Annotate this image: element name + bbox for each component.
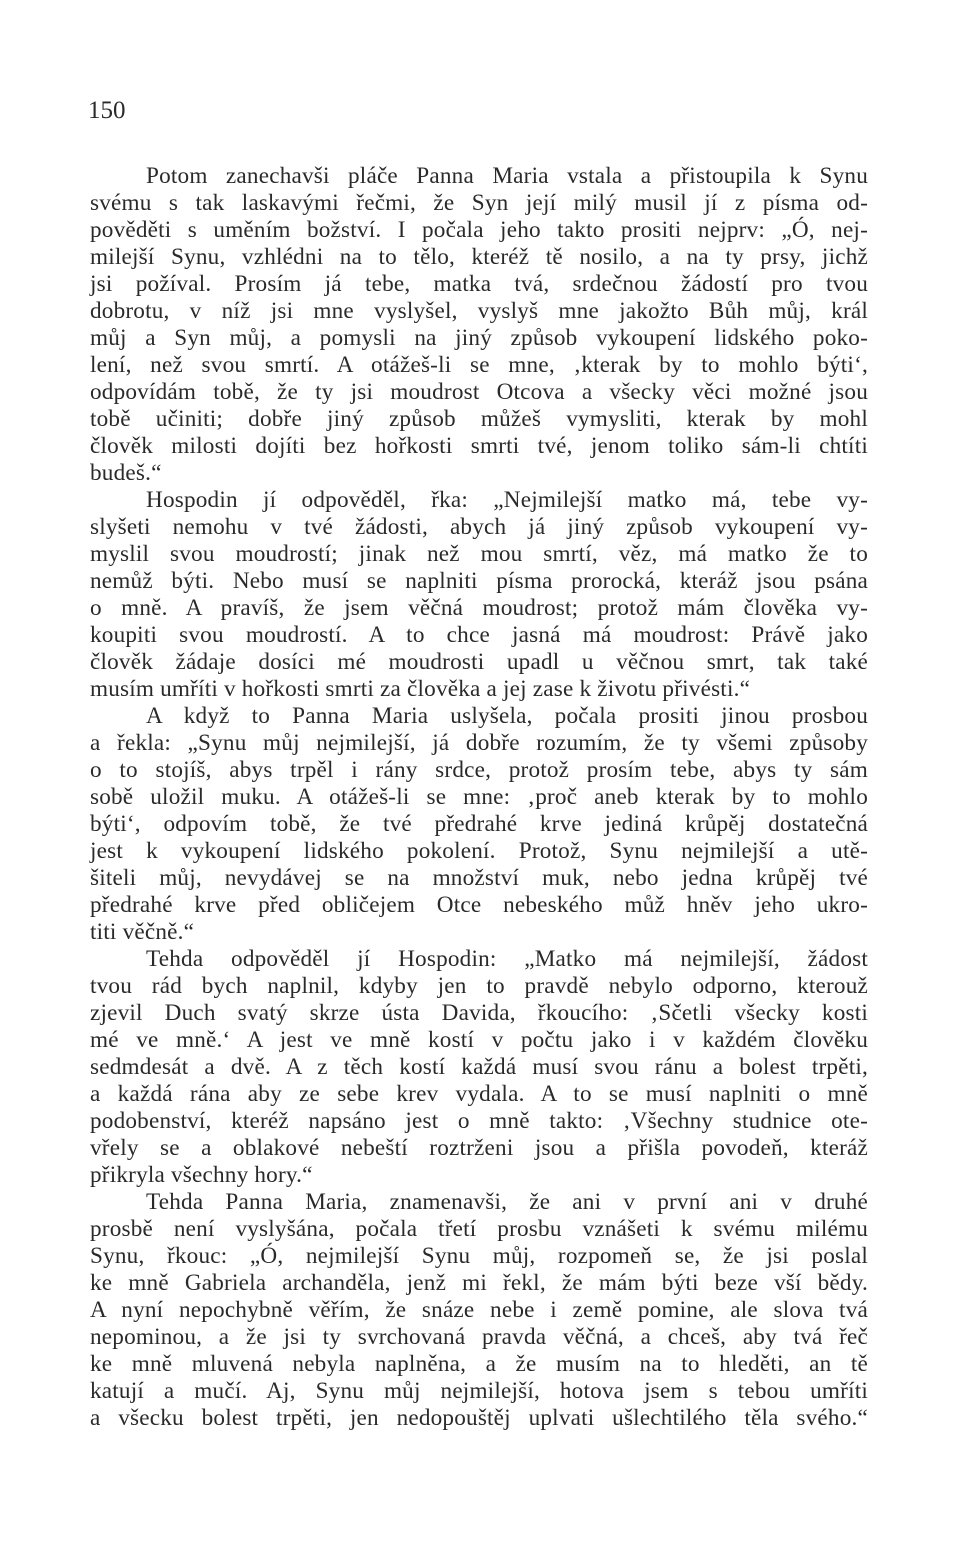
text-line: milejší Synu, vzhlédni na to tělo, kteréž tě nosilo, a na ty prsy, jichž: [90, 244, 868, 270]
text-line: lení, než svou smrtí. A otážeš-li se mne, ‚kterak by to mohlo býti‘,: [90, 352, 868, 378]
text-line: býti‘, odpovím tobě, že tvé předrahé krve jediná krůpěj dostatečná: [90, 811, 868, 837]
text-line: Hospodin jí odpověděl, řka: „Nejmilejší matko má, tebe vy-: [146, 487, 868, 513]
text-line: titi věčně.“: [90, 919, 195, 945]
text-line: vřely se a oblakové nebeští roztrženi jsou a přišla povodeň, kteráž: [90, 1135, 868, 1161]
text-line: Synu, řkouc: „Ó, nejmilejší Synu můj, rozpomeň se, že jsi poslal: [90, 1243, 868, 1269]
text-line: koupiti svou moudrostí. A to chce jasná má moudrost: Právě jako: [90, 622, 868, 648]
text-line: mé ve mně.‘ A jest ve mně kostí v počtu jako i v každém člověku: [90, 1027, 868, 1053]
text-line: můj a Syn můj, a pomysli na jiný způsob vykoupení lidského poko-: [90, 325, 868, 351]
text-line: přikryla všechny hory.“: [90, 1162, 313, 1188]
text-line: šiteli můj, nevydávej se na množství muk, nebo jedna krůpěj tvé: [90, 865, 868, 891]
text-line: myslil svou moudrostí; jinak než mou smrtí, věz, má matko že to: [90, 541, 868, 567]
text-line: sedmdesát a dvě. A z těch kostí každá musí svou ránu a bolest trpěti,: [90, 1054, 868, 1080]
text-line: Tehda odpověděl jí Hospodin: „Matko má nejmilejší, žádost: [146, 946, 868, 972]
text-line: o to stojíš, abys trpěl i rány srdce, protož prosím tebe, abys ty sám: [90, 757, 868, 783]
text-line: jsi požíval. Prosím já tebe, matka tvá, srdečnou žádostí pro tvou: [90, 271, 868, 297]
text-line: a řekla: „Synu můj nejmilejší, já dobře rozumím, že ty všemi způsoby: [90, 730, 868, 756]
text-line: budeš.“: [90, 460, 162, 486]
text-line: a každá rána aby ze sebe krev vydala. A to se musí naplniti o mně: [90, 1081, 868, 1107]
text-line: zjevil Duch svatý skrze ústa Davida, řkoucího: ‚Sčetli všecky kosti: [90, 1000, 868, 1026]
text-line: podobenství, kteréž napsáno jest o mně takto: ‚Všechny studnice ote-: [90, 1108, 868, 1134]
page-number: 150: [88, 97, 126, 124]
text-line: A když to Panna Maria uslyšela, počala prositi jinou prosbou: [146, 703, 868, 729]
text-line: a všecku bolest trpěti, jen nedopouštěj uplvati ušlechtilého těla svého.“: [90, 1405, 868, 1431]
text-line: o mně. A pravíš, že jsem věčná moudrost; protož mám člověka vy-: [90, 595, 868, 621]
text-line: prosbě není vyslyšána, počala třetí prosbu vznášeti k svému milému: [90, 1216, 868, 1242]
text-line: Tehda Panna Maria, znamenavši, že ani v první ani v druhé: [146, 1189, 868, 1215]
text-line: dobrotu, v níž jsi mne vyslyšel, vyslyš mne jakožto Bůh můj, král: [90, 298, 868, 324]
text-line: tobě učiniti; dobře jiný způsob můžeš vymysliti, kterak by mohl: [90, 406, 868, 432]
body-text: [90, 163, 868, 1432]
text-line: slyšeti nemohu v tvé žádosti, abych já jiný způsob vykoupení vy-: [90, 514, 868, 540]
text-line: nemůž býti. Nebo musí se naplniti písma prorocká, kteráž jsou psána: [90, 568, 868, 594]
text-line: musím umříti v hořkosti smrti za člověka a jej zase k životu přivésti.“: [90, 676, 751, 702]
text-line: předrahé krve před obličejem Otce nebeského můž hněv jeho ukro-: [90, 892, 868, 918]
text-line: pověděti s uměním božství. I počala jeho takto prositi nejprv: „Ó, nej-: [90, 217, 868, 243]
text-line: katují a mučí. Aj, Synu můj nejmilejší, hotova jsem s tebou umříti: [90, 1378, 868, 1404]
text-line: A nyní nepochybně věřím, že snáze nebe i země pomine, ale slova tvá: [90, 1297, 868, 1323]
text-line: tvou rád bych naplnil, kdyby jen to pravdě nebylo odporno, kterouž: [90, 973, 868, 999]
text-line: člověk milosti dojíti bez hořkosti smrti tvé, jenom toliko sám-li chtíti: [90, 433, 868, 459]
text-line: odpovídám tobě, že ty jsi moudrost Otcova a všecky věci možné jsou: [90, 379, 868, 405]
text-line: nepominou, a že jsi ty svrchovaná pravda věčná, a chceš, aby tvá řeč: [90, 1324, 868, 1350]
text-line: ke mně Gabriela archanděla, jenž mi řekl, že mám býti beze vší bědy.: [90, 1270, 868, 1296]
text-line: svému s tak laskavými řečmi, že Syn její milý musil jí z písma od-: [90, 190, 868, 216]
text-line: ke mně mluvená nebyla naplněna, a že musím na to hleděti, an tě: [90, 1351, 868, 1377]
text-line: sobě uložil muku. A otážeš-li se mne: ‚proč aneb kterak by to mohlo: [90, 784, 868, 810]
text-line: Potom zanechavši pláče Panna Maria vstala a přistoupila k Synu: [146, 163, 868, 189]
text-line: člověk žádaje dosíci mé moudrosti upadl u věčnou smrt, tak také: [90, 649, 868, 675]
text-line: jest k vykoupení lidského pokolení. Protož, Synu nejmilejší a utě-: [90, 838, 868, 864]
